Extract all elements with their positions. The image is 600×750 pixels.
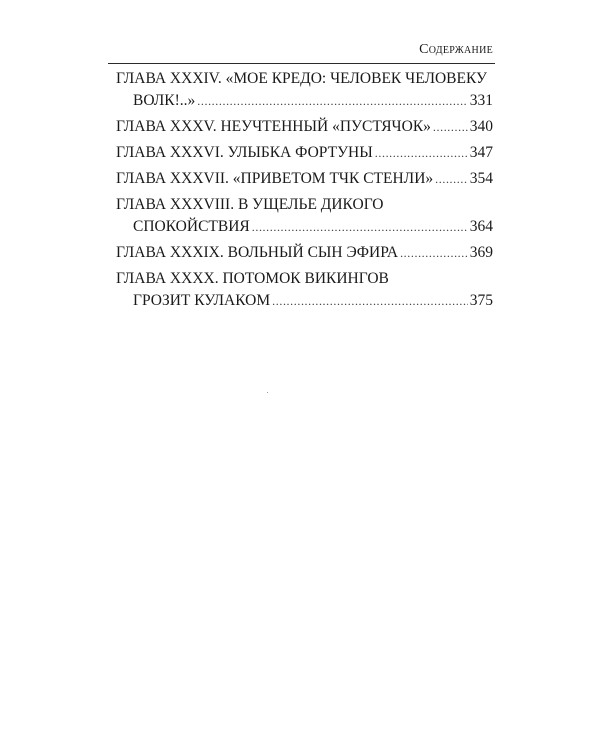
toc-entry-title: ГЛАВА XXXIV. «МОЕ КРЕДО: ЧЕЛОВЕК ЧЕЛОВЕКУ (116, 70, 487, 87)
toc-entry-page: 347 (469, 144, 493, 161)
toc-entry (116, 68, 493, 112)
toc-entry-title: ГЛАВА XXXVI. УЛЫБКА ФОРТУНЫ (116, 144, 373, 161)
dot-leader (435, 168, 468, 190)
toc-entry (116, 194, 493, 238)
toc-entry (116, 142, 493, 164)
dot-leader (400, 242, 468, 264)
toc-entry-title: ГЛАВА XXXV. НЕУЧТЕННЫЙ «ПУСТЯЧОК» (116, 118, 431, 135)
toc-entry (116, 168, 493, 190)
toc-entry (116, 268, 493, 312)
dot-leader (433, 116, 468, 138)
dot-leader (272, 290, 468, 312)
toc-entry-page: 331 (469, 92, 493, 109)
toc-entry-title: ГЛАВА XXXIX. ВОЛЬНЫЙ СЫН ЭФИРА (116, 244, 399, 261)
toc-entry-title: ГЛАВА XXXVII. «ПРИВЕТОМ ТЧК СТЕНЛИ» (116, 170, 434, 187)
toc-entry (116, 116, 493, 138)
toc-entry-page: 364 (469, 218, 493, 235)
dot-leader (375, 142, 468, 164)
header-rule (108, 63, 495, 64)
toc-entry-page: 354 (469, 170, 493, 187)
page-speck (267, 392, 268, 393)
toc-entry-title: ГЛАВА XXXX. ПОТОМОК ВИКИНГОВ (116, 270, 389, 287)
toc-entry-page: 340 (469, 118, 493, 135)
toc-entry (116, 242, 493, 264)
toc-entry-title-continued: ВОЛК!..» (133, 92, 196, 109)
toc-entry-title-continued: СПОКОЙСТВИЯ (133, 218, 250, 235)
dot-leader (252, 216, 468, 238)
toc-entry-title-continued: ГРОЗИТ КУЛАКОМ (133, 292, 271, 309)
toc-entry-page: 369 (469, 244, 493, 261)
toc-entry-page: 375 (469, 292, 493, 309)
table-of-contents (116, 68, 493, 313)
dot-leader (197, 90, 467, 112)
running-head: Содержание (419, 42, 493, 57)
toc-entry-title: ГЛАВА XXXVIII. В УЩЕЛЬЕ ДИКОГО (116, 196, 384, 213)
